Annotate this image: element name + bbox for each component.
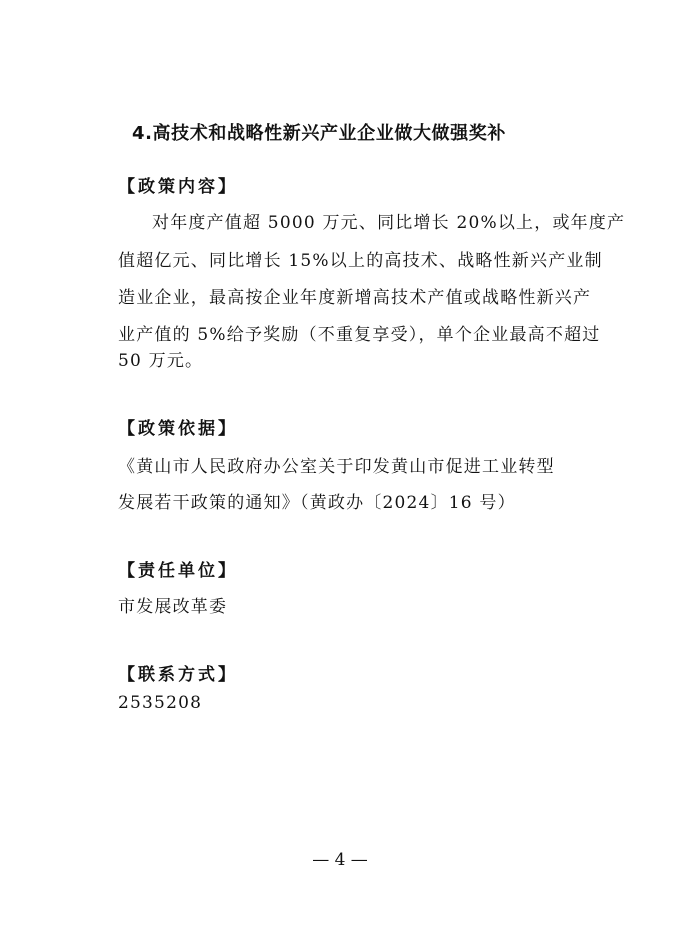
- policy-content-line: 50 万元。: [118, 351, 204, 371]
- page-number: — 4 —: [312, 850, 368, 870]
- policy-content-line: 造业企业，最高按企业年度新增高技术产值或战略性新兴产: [118, 288, 592, 308]
- policy-content-line: 业产值的 5%给予奖励（不重复享受），单个企业最高不超过: [118, 325, 601, 345]
- policy-basis-label: 【政策依据】: [118, 419, 238, 439]
- contact-label: 【联系方式】: [118, 665, 238, 685]
- responsible-unit-label: 【责任单位】: [118, 561, 238, 581]
- policy-content-line: 值超亿元、同比增长 15%以上的高技术、战略性新兴产业制: [118, 251, 603, 271]
- contact-value: 2535208: [118, 693, 203, 713]
- policy-content-line: 对年度产值超 5000 万元、同比增长 20%以上，或年度产: [152, 213, 626, 233]
- section-heading: 4.高技术和战略性新兴产业企业做大做强奖补: [132, 123, 506, 144]
- responsible-unit-value: 市发展改革委: [118, 597, 228, 617]
- policy-basis-line: 发展若干政策的通知》（黄政办〔2024〕16 号）: [118, 493, 516, 513]
- policy-basis-line: 《黄山市人民政府办公室关于印发黄山市促进工业转型: [118, 457, 555, 477]
- policy-content-label: 【政策内容】: [118, 177, 238, 197]
